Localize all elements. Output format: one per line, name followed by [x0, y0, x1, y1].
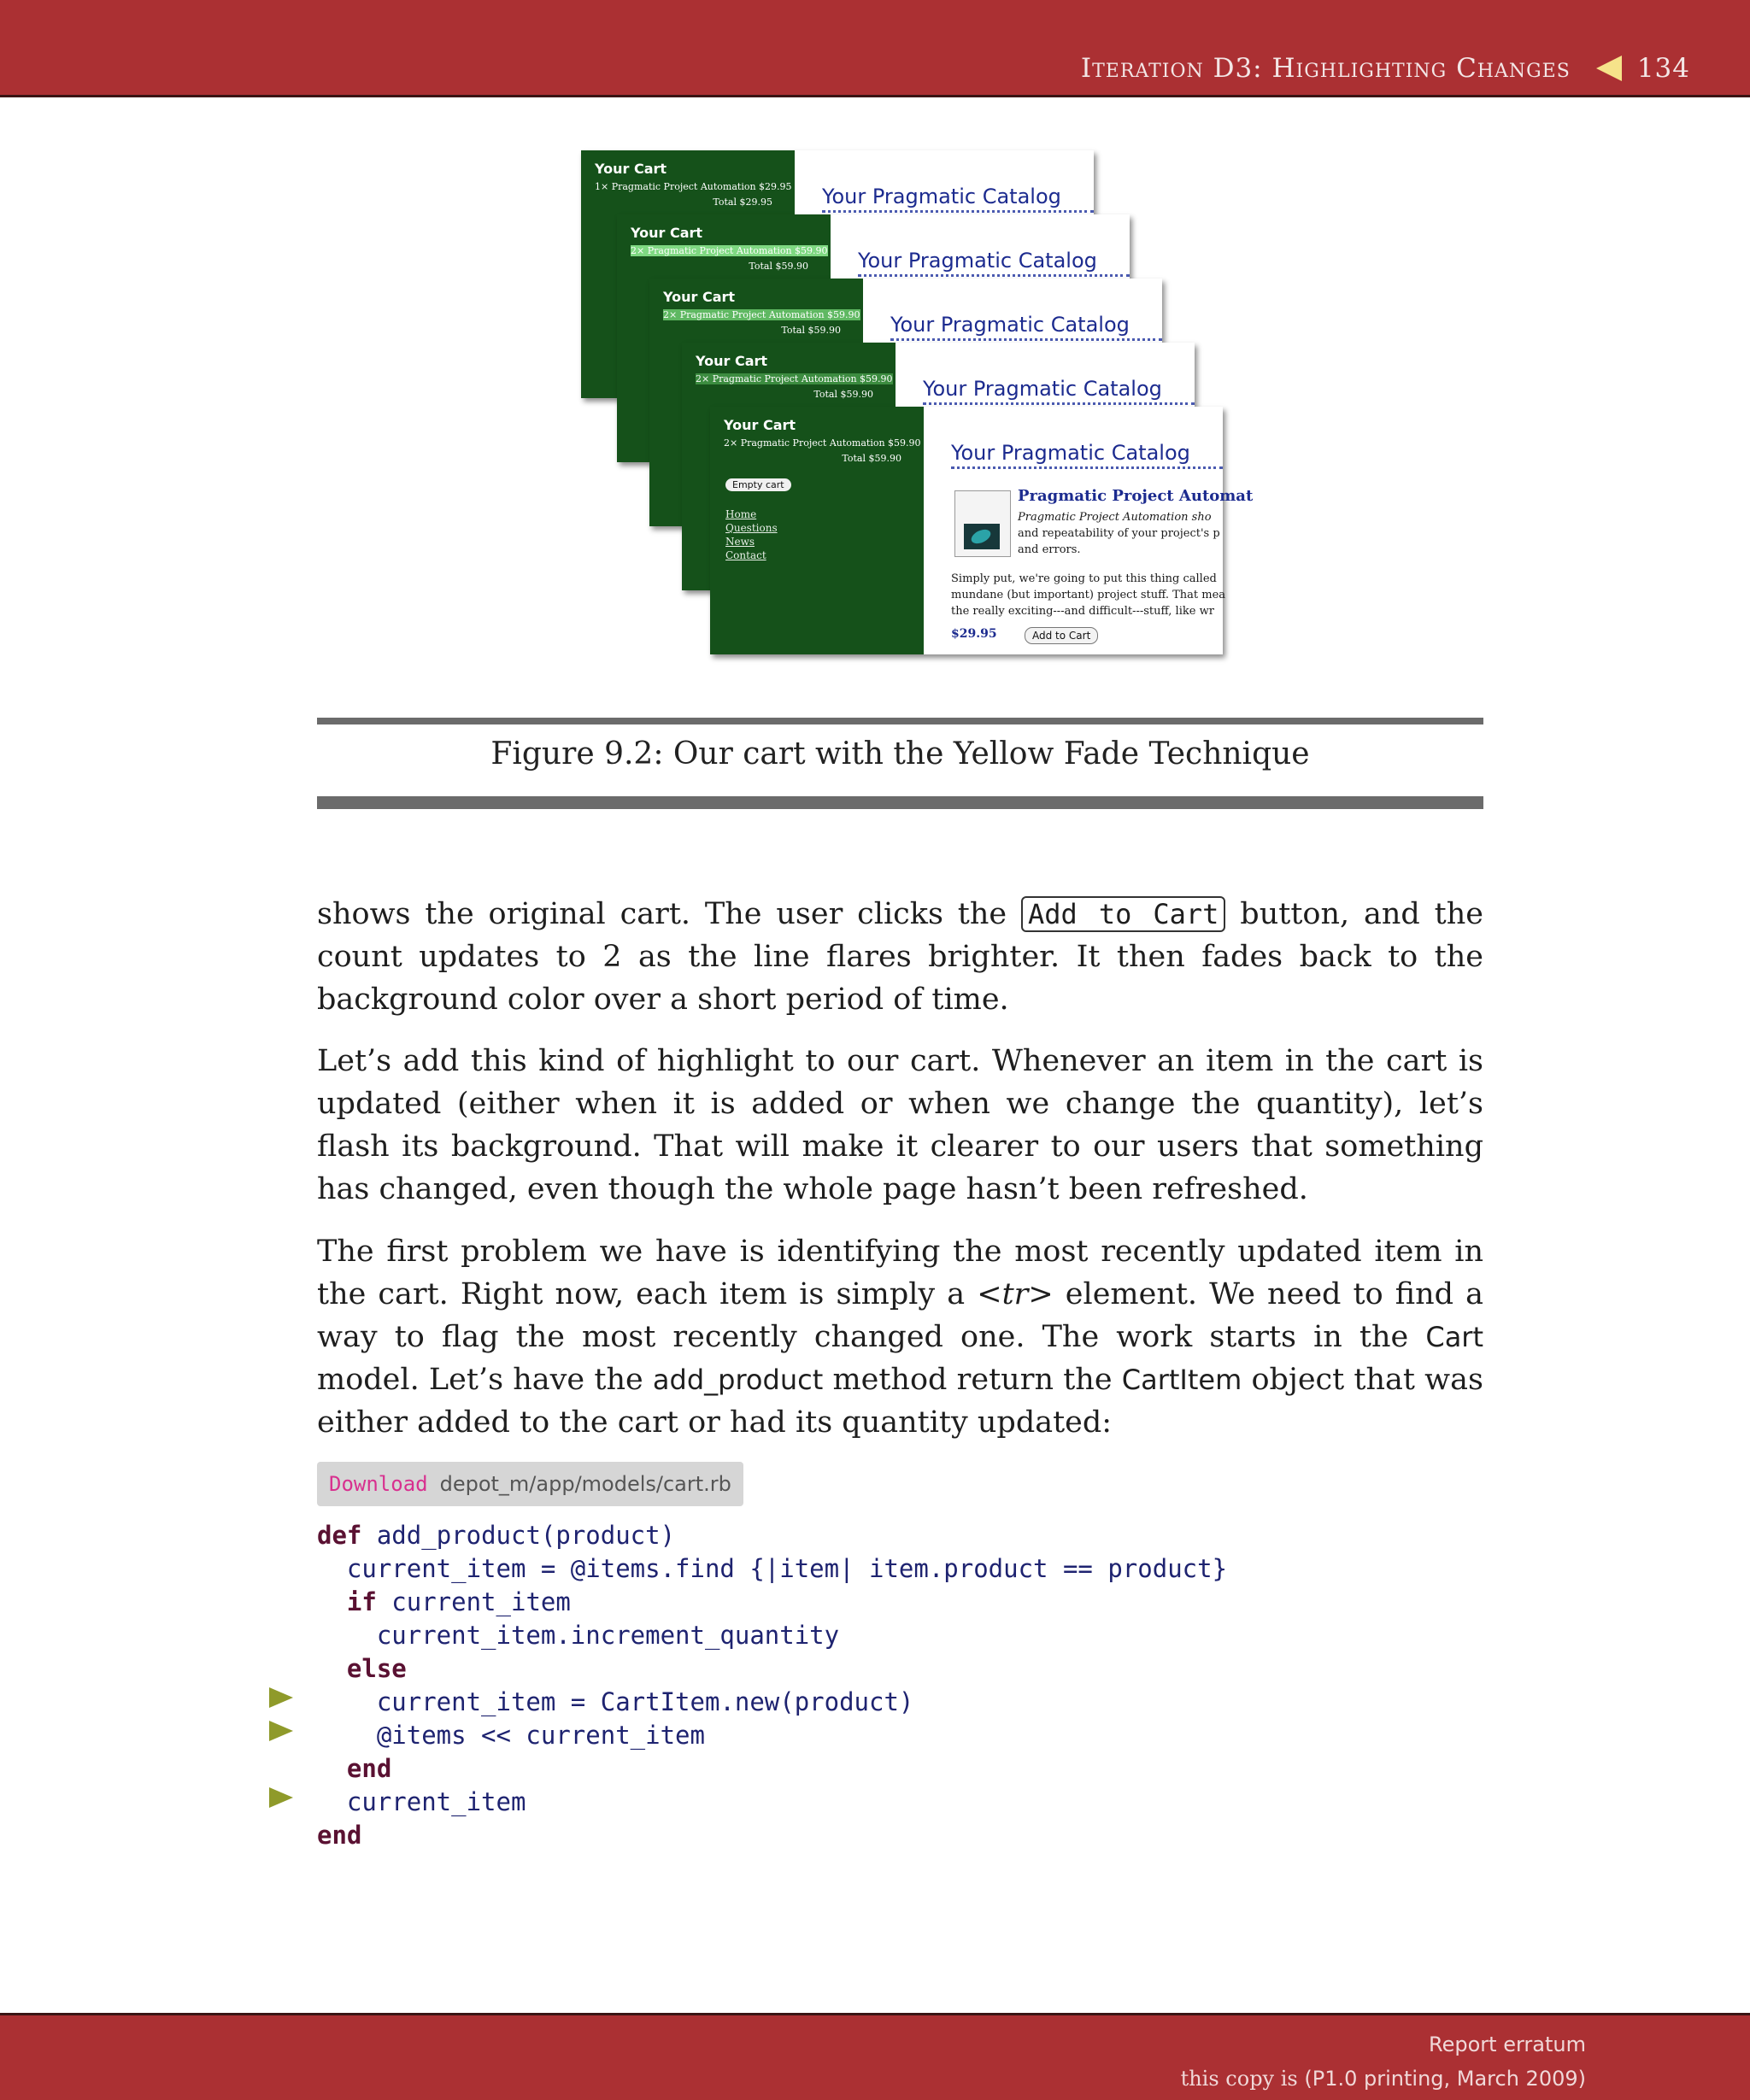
nav-links — [725, 507, 778, 562]
download-tab — [317, 1462, 743, 1506]
cart-total: Total $29.95 — [713, 197, 772, 208]
cart-title: Your Cart — [696, 353, 768, 369]
copy-prefix: this copy is — [1180, 2067, 1298, 2091]
product-body-line: Simply put, we're going to put this thing called — [951, 572, 1217, 585]
cart-model-name: Cart — [1425, 1321, 1483, 1353]
paragraph-text: method return the — [823, 1363, 1122, 1397]
paragraph-text: shows the original cart. The user clicks the — [317, 897, 1022, 931]
copy-suffix: (P1.0 printing, March 2009) — [1304, 2067, 1586, 2091]
cart-total: Total $59.90 — [781, 325, 841, 336]
product-title: Pragmatic Project Automat — [1018, 487, 1254, 505]
figure-caption: Figure 9.2: Our cart with the Yellow Fade Technique — [490, 736, 1310, 771]
figure-rule-top — [317, 718, 1483, 724]
catalog-panel — [924, 407, 1254, 654]
paragraph-1 — [317, 893, 1483, 1021]
paragraph-3 — [317, 1230, 1483, 1444]
paragraph-text: The first problem we have is identifying the most recently updated item in the cart. Right now, each item is simply a — [317, 1235, 1483, 1311]
nav-link-contact: Contact — [725, 549, 766, 561]
code-line: current_item = @items.find {|item| item.product == product} — [317, 1554, 1228, 1583]
code-line: else — [317, 1654, 407, 1683]
copy-line — [1181, 2067, 1586, 2091]
running-head — [1081, 53, 1690, 84]
footer-bar — [0, 2013, 1750, 2100]
catalog-title: Your Pragmatic Catalog — [923, 377, 1195, 405]
cartitem-class-name: CartItem — [1121, 1364, 1242, 1396]
cart-title: Your Cart — [595, 161, 667, 177]
download-link[interactable]: Download — [329, 1472, 428, 1496]
header-bar — [0, 0, 1750, 97]
cart-line: 1× Pragmatic Project Automation $29.95 — [595, 181, 792, 192]
book-cover-image — [954, 490, 1011, 557]
cart-line: 2× Pragmatic Project Automation $59.90 — [724, 437, 921, 449]
code-listing — [317, 1519, 1227, 1852]
changed-line-marker-icon — [269, 1721, 293, 1741]
code-line: def add_product(product) — [317, 1521, 676, 1550]
figure-cart-screenshots — [0, 145, 1750, 658]
cart-line-highlighted: 2× Pragmatic Project Automation $59.90 — [696, 373, 893, 384]
code-line-changed: @items << current_item — [317, 1721, 705, 1750]
figure-rule-bottom — [317, 796, 1483, 809]
page-number: 134 — [1636, 53, 1690, 84]
paragraph-text: model. Let’s have the — [317, 1363, 653, 1397]
cart-line-highlighted: 2× Pragmatic Project Automation $59.90 — [663, 309, 860, 320]
method-name: add_product — [652, 1364, 824, 1396]
cart-total: Total $59.90 — [842, 453, 901, 464]
product-body — [951, 571, 1225, 619]
catalog-title: Your Pragmatic Catalog — [890, 313, 1162, 341]
changed-line-marker-icon — [269, 1787, 293, 1808]
code-line-changed: current_item — [317, 1787, 526, 1816]
code-line-changed: current_item = CartItem.new(product) — [317, 1687, 914, 1716]
cart-title: Your Cart — [663, 289, 736, 305]
cart-panel — [710, 407, 924, 654]
code-line: if current_item — [317, 1587, 571, 1616]
cart-title: Your Cart — [724, 417, 796, 433]
catalog-title: Your Pragmatic Catalog — [858, 249, 1130, 277]
cart-total: Total $59.90 — [749, 261, 808, 272]
paragraph-2: Let’s add this kind of highlight to our cart. Whenever an item in the cart is updated (either when it is added or when we change the quantity), let’s flash its background. That will make it clearer to our users that something has changed, even though the whole page hasn’t been refreshed. — [317, 1044, 1483, 1206]
running-title: Iteration D3: Highlighting Changes — [1080, 53, 1571, 84]
screenshot-5 — [710, 407, 1254, 654]
catalog-title: Your Pragmatic Catalog — [822, 185, 1094, 213]
paragraph-text: element. We need to find a way to flag the most recently changed one. The work starts in the — [317, 1277, 1483, 1354]
cart-title: Your Cart — [631, 225, 703, 241]
cart-total: Total $59.90 — [813, 389, 873, 400]
product-price: $29.95 — [951, 627, 997, 641]
paragraph-text: object that was either added to the cart or had its quantity updated: — [317, 1363, 1483, 1440]
nav-link-questions: Questions — [725, 522, 778, 534]
report-erratum-link[interactable]: Report erratum — [1429, 2033, 1586, 2056]
tr-tag: <tr> — [977, 1277, 1054, 1311]
product-desc-line: and errors. — [1018, 543, 1081, 556]
previous-page-arrow-icon[interactable] — [1596, 56, 1622, 81]
product-body-line: the really exciting---and difficult---stuff, like wr — [951, 605, 1214, 618]
code-line: current_item.increment_quantity — [317, 1621, 840, 1650]
changed-line-marker-icon — [269, 1687, 293, 1708]
nav-link-home: Home — [725, 508, 757, 520]
product-desc-line: Pragmatic Project Automation sho — [1018, 511, 1212, 524]
code-line: end — [317, 1754, 392, 1783]
empty-cart-button: Empty cart — [725, 478, 791, 491]
product-body-line: mundane (but important) project stuff. That mea — [951, 589, 1226, 601]
product-description — [1018, 509, 1220, 558]
paragraph-text: button, and the count updates to 2 as the line flares brighter. It then fades back to the background color over a short period of time. — [317, 897, 1484, 1017]
add-to-cart-button: Add to Cart — [1025, 627, 1098, 644]
add-to-cart-key: Add to Cart — [1021, 896, 1225, 932]
catalog-title: Your Pragmatic Catalog — [951, 441, 1223, 469]
code-line: end — [317, 1821, 362, 1850]
nav-link-news: News — [725, 536, 755, 548]
cart-line-highlighted: 2× Pragmatic Project Automation $59.90 — [631, 245, 828, 256]
file-path: depot_m/app/models/cart.rb — [439, 1472, 731, 1496]
product-desc-line: and repeatability of your project's p — [1018, 527, 1220, 540]
